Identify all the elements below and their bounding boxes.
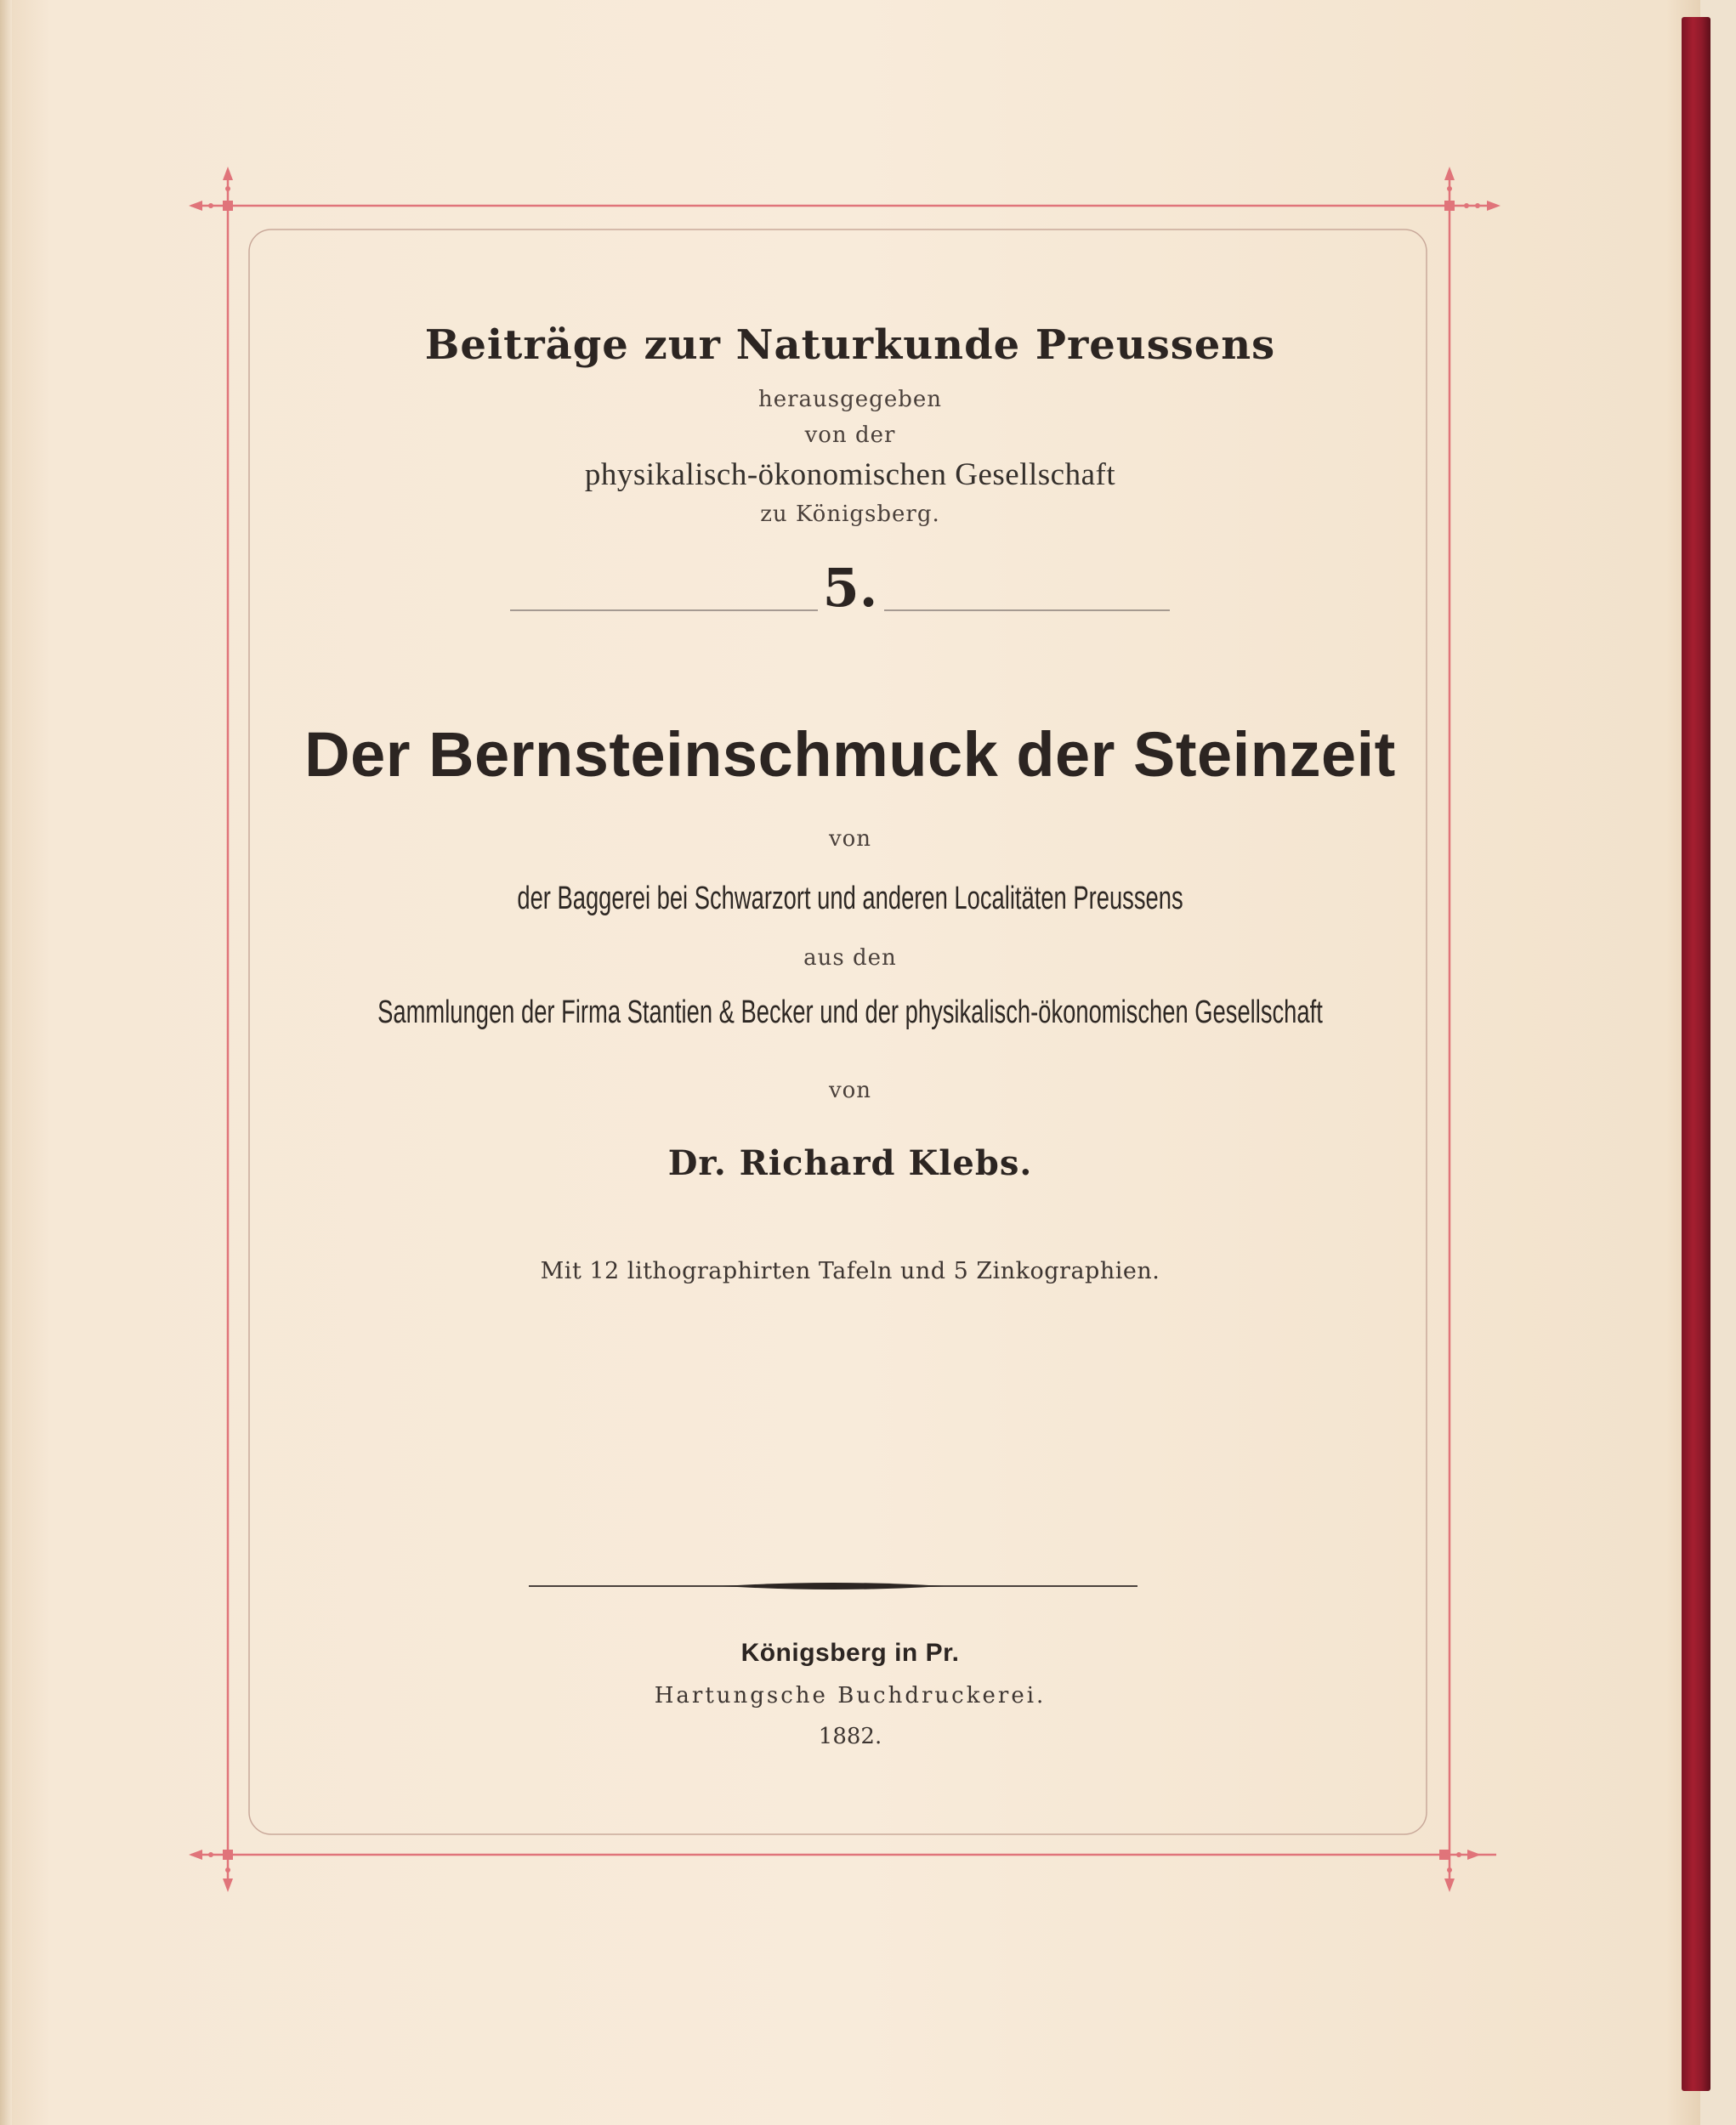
connector-text: von: [828, 826, 872, 852]
main-title: Der Bernsteinschmuck der Steinzeit: [304, 719, 1396, 790]
publisher-line: herausgegeben: [758, 387, 942, 412]
imprint-printer: Hartungsche Buchdruckerei.: [654, 1683, 1047, 1708]
volume-number: 5.: [822, 557, 878, 619]
publisher-line: von der: [804, 422, 896, 448]
plates-note: Mit 12 lithographirten Tafeln und 5 Zinkographien.: [540, 1258, 1160, 1284]
series-title: Beiträge zur Naturkunde Preussens: [424, 321, 1276, 369]
subtitle-origin: der Baggerei bei Schwarzort und anderen Localitäten Preussens: [517, 881, 1183, 916]
publisher-place: zu Königsberg.: [760, 502, 940, 527]
author-name: Dr. Richard Klebs.: [667, 1143, 1033, 1183]
connector-text: von: [828, 1078, 872, 1103]
subtitle-collections: Sammlungen der Firma Stantien & Becker und der physikalisch-ökonomischen Gesellschaft: [377, 994, 1323, 1030]
imprint-city: Königsberg in Pr.: [740, 1639, 960, 1667]
connector-text: aus den: [803, 945, 897, 971]
imprint-rule-swell: [723, 1583, 944, 1590]
society-name: physikalisch-ökonomischen Gesellschaft: [584, 457, 1116, 492]
imprint-year: 1882.: [818, 1724, 882, 1749]
